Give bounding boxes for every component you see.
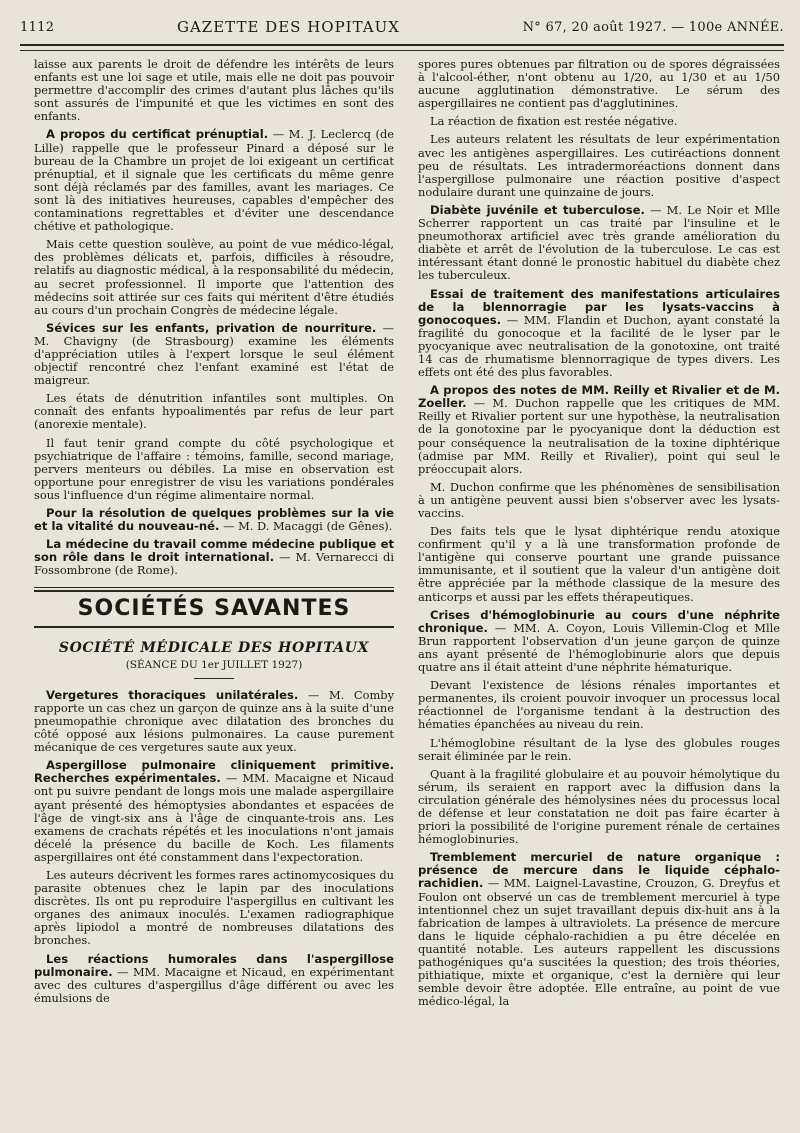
article-text: — M. Chavigny (de Strasbourg) examine les éléments d'appréciation utiles à l'expert lorsque le seul élément objectif rencontré chez l'enfant examiné est l'état de maigreur. [34, 320, 395, 388]
left-column [34, 58, 394, 1010]
article-aspergillose [34, 759, 394, 864]
article-text: — M. J. Leclercq (de Lille) rappelle que le professeur Pinard a déposé sur le bureau de la Chambre un projet de loi exigeant un certificat prénuptial, et il signale que les certificats du même genre sont déjà réclamés par des familles, avant les mariages. Ce sont là des initiatives heureuses, capables d'empêcher des contaminations regrettables et d'éviter une descendance chétive et pathologique. [34, 127, 394, 234]
issue-info: N° 67, 20 août 1927. — 100e ANNÉE. [522, 19, 784, 35]
article-hemoglobinurie [418, 609, 780, 674]
session-date: (SÉANCE DU 1er JUILLET 1927) [125, 658, 303, 671]
paragraph: M. Duchon confirme que les phénomènes de sensibilisation à un antigène peuvent aussi bien s'observer avec les lysats-vaccins. [418, 479, 780, 520]
page-header [20, 14, 784, 40]
paragraph: Mais cette question soulève, au point de vue médico-légal, des problèmes délicats et, parfois, difficiles à résoudre, relatifs au diagnostic médical, à la responsabilité du médecin, au secret professionnel. Il importe que l'attention des médecins soit attirée sur ces faits qui méritent d'être étudiés au cours d'un prochain Congrès de médecine légale. [34, 237, 394, 317]
article-vergetures [34, 689, 394, 754]
article-certificat [34, 128, 394, 233]
article-title: Diabète juvénile et tuberculose. [430, 202, 645, 217]
paragraph: spores pures obtenues par filtration ou de spores dégraissées à l'alcool-éther, n'ont obtenu au 1/20, au 1/30 et au 1/50 aucune agglutination démonstrative. Le sérum des aspergillaires ne contient pas d'agglutinines. [418, 57, 780, 111]
article-title: Tremblement mercuriel de nature organique : présence de mercure dans le liquide céphalo-rachidien. [418, 850, 780, 891]
article-text: — M. Vernarecci di Fossombrone (de Rome). [34, 550, 394, 578]
article-diabete [418, 204, 780, 283]
paragraph: La réaction de fixation est restée négative. [430, 114, 678, 129]
header-rule [20, 44, 784, 51]
paragraph: laisse aux parents le droit de défendre les intérêts de leurs enfants est une loi sage et utile, mais elle ne doit pas pouvoir permettre d'accomplir des crimes d'autant plus lâches qu'ils sont assurés de l'impunité et que les victimes en sont des enfants. [34, 57, 394, 124]
paragraph: Il faut tenir grand compte du côté psychologique et psychiatrique de l'affaire : témoins, famille, second mariage, pervers menteurs ou débiles. La mise en observation est opportune pour enregistrer de visu les variations pondérales sous l'influence d'un régime alimentaire normal. [34, 435, 394, 502]
society-name: SOCIÉTÉ MÉDICALE DES HOPITAUX [58, 639, 370, 656]
article-title: Sévices sur les enfants, privation de nourriture. [46, 320, 377, 335]
article-nouveau-ne [34, 507, 394, 533]
paragraph: Des faits tels que le lysat diphtérique rendu atoxique confirment qu'il y a là une transformation profonde de l'antigène qui conserve pourtant une grande puissance immunisante, et il soutient que la valeur d'un antigène doit être appréciée par la méthode classique de la mesure des anticorps et aussi par les effets thérapeutiques. [418, 524, 780, 604]
paragraph: Devant l'existence de lésions rénales importantes et permanentes, ils croient pouvoir invoquer un processus local réactionnel de l'organisme tendant à la destruction des hématies épanchées au niveau du rein. [418, 678, 780, 732]
section-rule [34, 587, 394, 588]
article-title: Crises d'hémoglobinurie au cours d'une néphrite chronique. [418, 607, 780, 635]
article-title: Pour la résolution de quelques problèmes sur la vie et la vitalité du nouveau-né. [34, 506, 394, 534]
article-tremblement-mercuriel [418, 851, 780, 1008]
article-text: — MM. Laignel-Lavastine, Crouzon, G. Dreyfus et Foulon ont observé un cas de tremblement mercuriel à type intentionnel chez un sujet travaillant depuis dix-huit ans à la fabrication de lampes à ultraviolets. La présence de mercure dans le liquide céphalo-rachidien a pu être décelée en quantité notable. Les auteurs rappellent les discussions pathogéniques qu'a suscitées la question; des trois théories, pithiatique, mixte et organique, c'est la dernière qui leur semble devoir être adoptée. Elle entraîne, au point de vue médico-légal, la [418, 876, 780, 1009]
article-text: — M. Comby rapporte un cas chez un garçon de quinze ans à la suite d'une pneumopathie chronique avec dilatation des bronches du côté opposé aux lésions pulmonaires. La cause purement mécanique de ces vergetures saute aux yeux. [34, 687, 395, 755]
paragraph: Les auteurs relatent les résultats de leur expérimentation avec les antigènes aspergillaires. Les cutiréactions donnent peu de résultats. Les intradermoréactions donnent dans l'aspergillose pulmonaire une réaction positive d'aspect nodulaire durant une quinzaine de jours. [418, 132, 780, 199]
short-rule [194, 678, 234, 679]
right-column [418, 58, 780, 1013]
article-title: Essai de traitement des manifestations articulaires de la blennorragie par les lysats-vaccins à gonocoques. [418, 286, 780, 327]
article-title: A propos des notes de MM. Reilly et Rivalier et de M. Zoeller. [418, 383, 780, 411]
article-title: A propos du certificat prénuptial. [46, 127, 269, 142]
paragraph: Quant à la fragilité globulaire et au pouvoir hémolytique du sérum, ils seraient en rapport avec la diffusion dans la circulation générale des hémolysines nées du processus local de défense et leur constatation ne doit pas faire écarter à priori la possibilité de l'origine purement rénale de certaines hémoglobinuries. [418, 766, 780, 847]
page-number: 1112 [20, 19, 55, 35]
section-rule [34, 590, 394, 592]
paragraph: Les auteurs décrivent les formes rares actinomycosiques du parasite obtenues chez le lapin par des inoculations discrètes. Ils ont pu reproduire l'aspergillus en cultivant les organes des animaux inoculés. L'examen radiographique après lipiodol a montré de nombreuses dilatations des bronches. [34, 867, 394, 948]
article-text: — MM. A. Coyon, Louis Villemin-Clog et Mlle Brun rapportent l'observation d'un jeune garçon de quinze ans ayant présenté de l'hémoglobinurie alors que depuis quatre ans il était atteint d'une néphrite hématurique. [418, 620, 780, 675]
article-text: — M. Le Noir et Mlle Scherrer rapportent un cas traité par l'insuline et le pneumothorax artificiel avec très grande amélioration du diabète et arrêt de l'évolution de la tuberculose. Le cas est intéressant étant donné le pronostic habituel du diabète chez les tuberculeux. [418, 202, 780, 283]
article-reilly-rivalier [418, 384, 780, 476]
article-medecine-travail [34, 538, 394, 577]
article-title: Les réactions humorales dans l'aspergillose pulmonaire. [34, 951, 394, 979]
article-reactions-humorales [34, 953, 394, 1005]
article-text: — M. D. Macaggi (de Gênes). [219, 519, 393, 534]
section-rule [34, 626, 394, 628]
article-title: La médecine du travail comme médecine publique et son rôle dans le droit international. [34, 537, 394, 565]
journal-title: GAZETTE DES HOPITAUX [176, 18, 400, 36]
article-text: — M. Duchon rappelle que les critiques de MM. Reilly et Rivalier portent sur une hypothèse, la neutralisation de la gonotoxine par le pyocyanique dont la déduction est pour conséquence la neutralisation de la toxine diphtérique (admise par MM. Reilly et Rivalier), point qui seul le préoccupait alors. [418, 396, 780, 476]
article-text: — MM. Flandin et Duchon, ayant constaté la fragilité du gonocoque et la facilité de le lyser par le pyocyanique avec neutralisation de la gonotoxine, ont traité 14 cas de rhumatisme blennorragique de types divers. Les effets ont été des plus favorables. [418, 312, 780, 380]
article-title: Aspergillose pulmonaire cliniquement primitive. Recherches expérimentales. [34, 758, 394, 786]
article-title: Vergetures thoraciques unilatérales. [46, 687, 299, 702]
article-text: — MM. Macaigne et Nicaud, en expérimentant avec des cultures d'aspergillus d'âge différent ou avec les émulsions de [34, 964, 394, 1005]
article-text: — MM. Macaigne et Nicaud ont pu suivre pendant de longs mois une malade aspergillaire ayant présenté des hémoptysies abondantes et espacées de l'âge de vingt-six ans à l'âge de cinquante-trois ans. Les examens de crachats répétés et les inoculations n'ont jamais décelé la présence du bacille de Koch. Les filaments aspergillaires ont été constamment dans l'expectoration. [34, 771, 394, 864]
paragraph: Les états de dénutrition infantiles sont multiples. On connaît des enfants hypoalimentés par refus de leur part (anorexie mentale). [34, 391, 394, 432]
article-blennorragie [418, 288, 780, 380]
paragraph: L'hémoglobine résultant de la lyse des globules rouges serait éliminée par le rein. [418, 735, 780, 763]
societies-heading: SOCIÉTÉS SAVANTES [77, 596, 351, 622]
article-sevices [34, 322, 394, 387]
